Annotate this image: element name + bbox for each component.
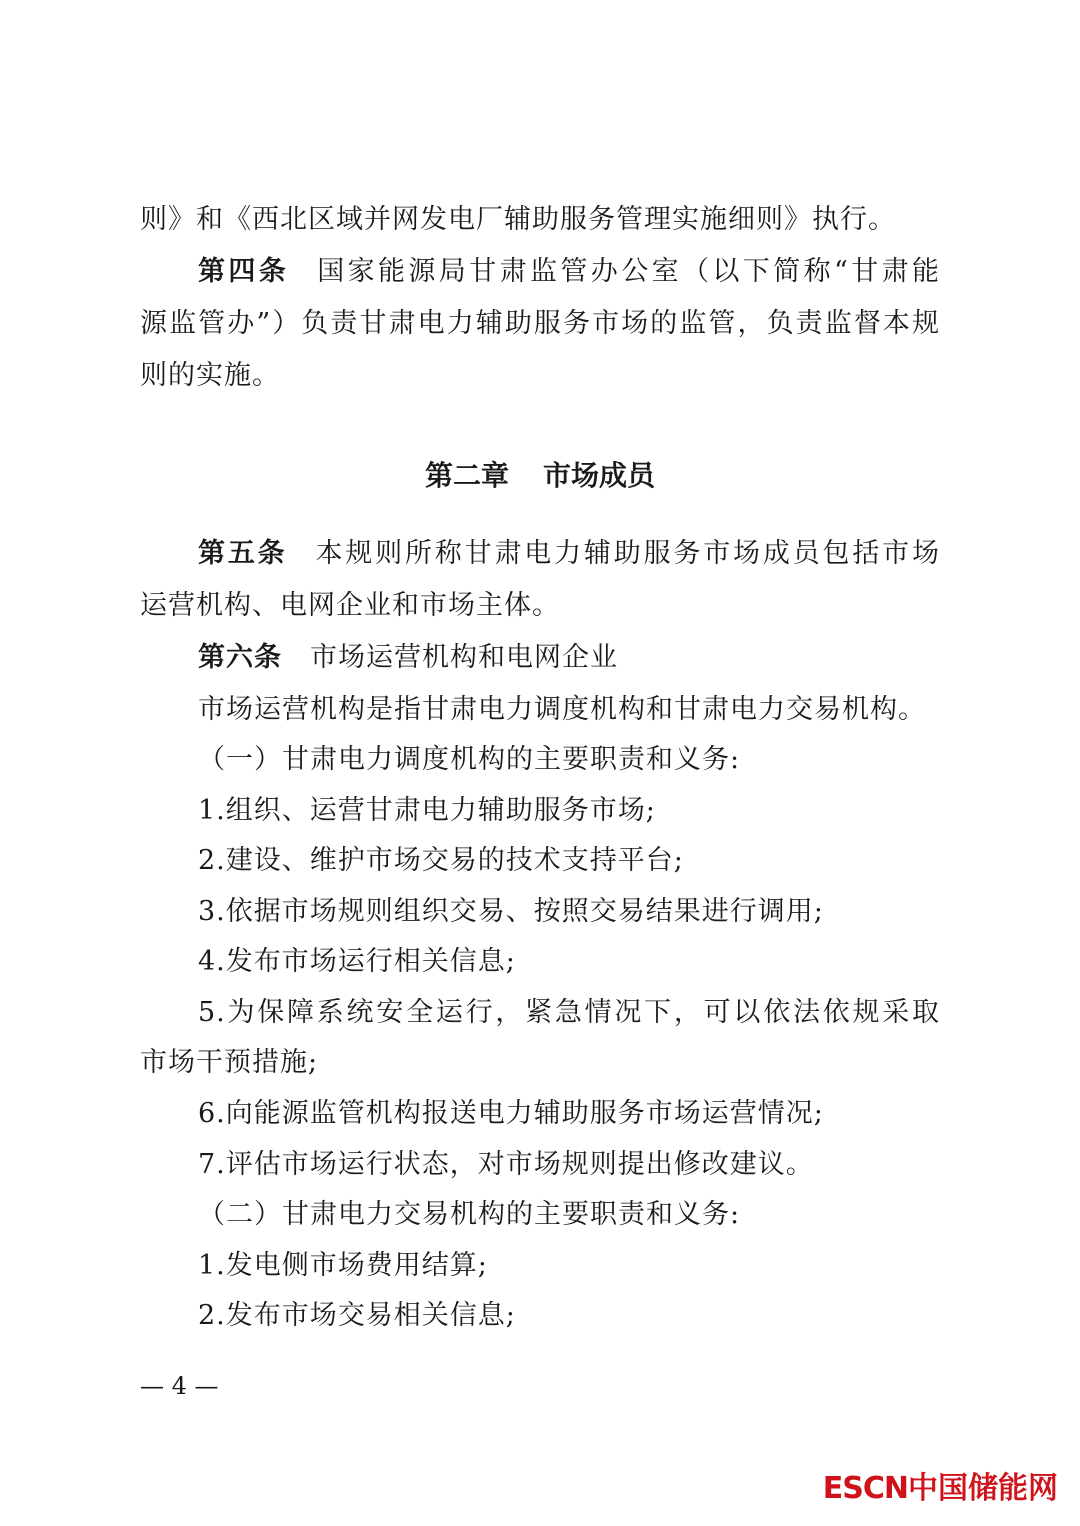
list-item: 3.依据市场规则组织交易、按照交易结果进行调用;	[198, 896, 824, 927]
article-5-title: 第五条	[198, 538, 288, 569]
watermark-cn: 中国储能网	[908, 1471, 1058, 1506]
list-item: 7.评估市场运行状态，对市场规则提出修改建议。	[198, 1149, 814, 1180]
article-6-text: 市场运营机构和电网企业	[310, 642, 618, 673]
list-item: 6.向能源监管机构报送电力辅助服务市场运营情况;	[198, 1098, 824, 1129]
list-item-continued: 市场干预措施;	[140, 1047, 319, 1078]
list-item: 1.发电侧市场费用结算;	[198, 1250, 488, 1281]
article-4-line-3: 则的实施。	[140, 360, 280, 391]
article-4-title: 第四条	[198, 256, 290, 287]
list-item: 1.组织、运营甘肃电力辅助服务市场;	[198, 795, 656, 826]
article-4-line-2: 源监管办”）负责甘肃电力辅助服务市场的监管，负责监督本规	[140, 308, 940, 339]
text-line: 则》和《西北区域并网发电厂辅助服务管理实施细则》执行。	[140, 204, 896, 235]
escn-watermark-logo	[823, 1470, 1058, 1508]
list-item: 2.建设、维护市场交易的技术支持平台;	[198, 845, 684, 876]
paragraph: 市场运营机构是指甘肃电力调度机构和甘肃电力交易机构。	[198, 694, 926, 725]
article-5-line-1	[198, 536, 940, 572]
article-6-line-1	[198, 640, 940, 676]
list-item: 2.发布市场交易相关信息;	[198, 1300, 516, 1331]
watermark-en: ESCN	[822, 1471, 908, 1506]
page-number: — 4 —	[140, 1372, 219, 1400]
paragraph: （一）甘肃电力调度机构的主要职责和义务:	[198, 744, 741, 775]
article-5-line-2: 运营机构、电网企业和市场主体。	[140, 590, 560, 621]
chapter-title: 市场成员	[543, 459, 656, 492]
paragraph: （二）甘肃电力交易机构的主要职责和义务:	[198, 1199, 741, 1230]
article-4-text: 国家能源局甘肃监管办公室（以下简称“甘肃能	[317, 256, 940, 287]
article-6-title: 第六条	[198, 642, 282, 673]
list-item: 5.为保障系统安全运行，紧急情况下，可以依法依规采取	[198, 997, 940, 1028]
list-item: 4.发布市场运行相关信息;	[198, 946, 516, 977]
chapter-heading	[0, 458, 1080, 494]
article-4-line-1	[198, 254, 940, 290]
article-5-text: 本规则所称甘肃电力辅助服务市场成员包括市场	[315, 538, 941, 569]
chapter-number: 第二章	[424, 459, 509, 492]
